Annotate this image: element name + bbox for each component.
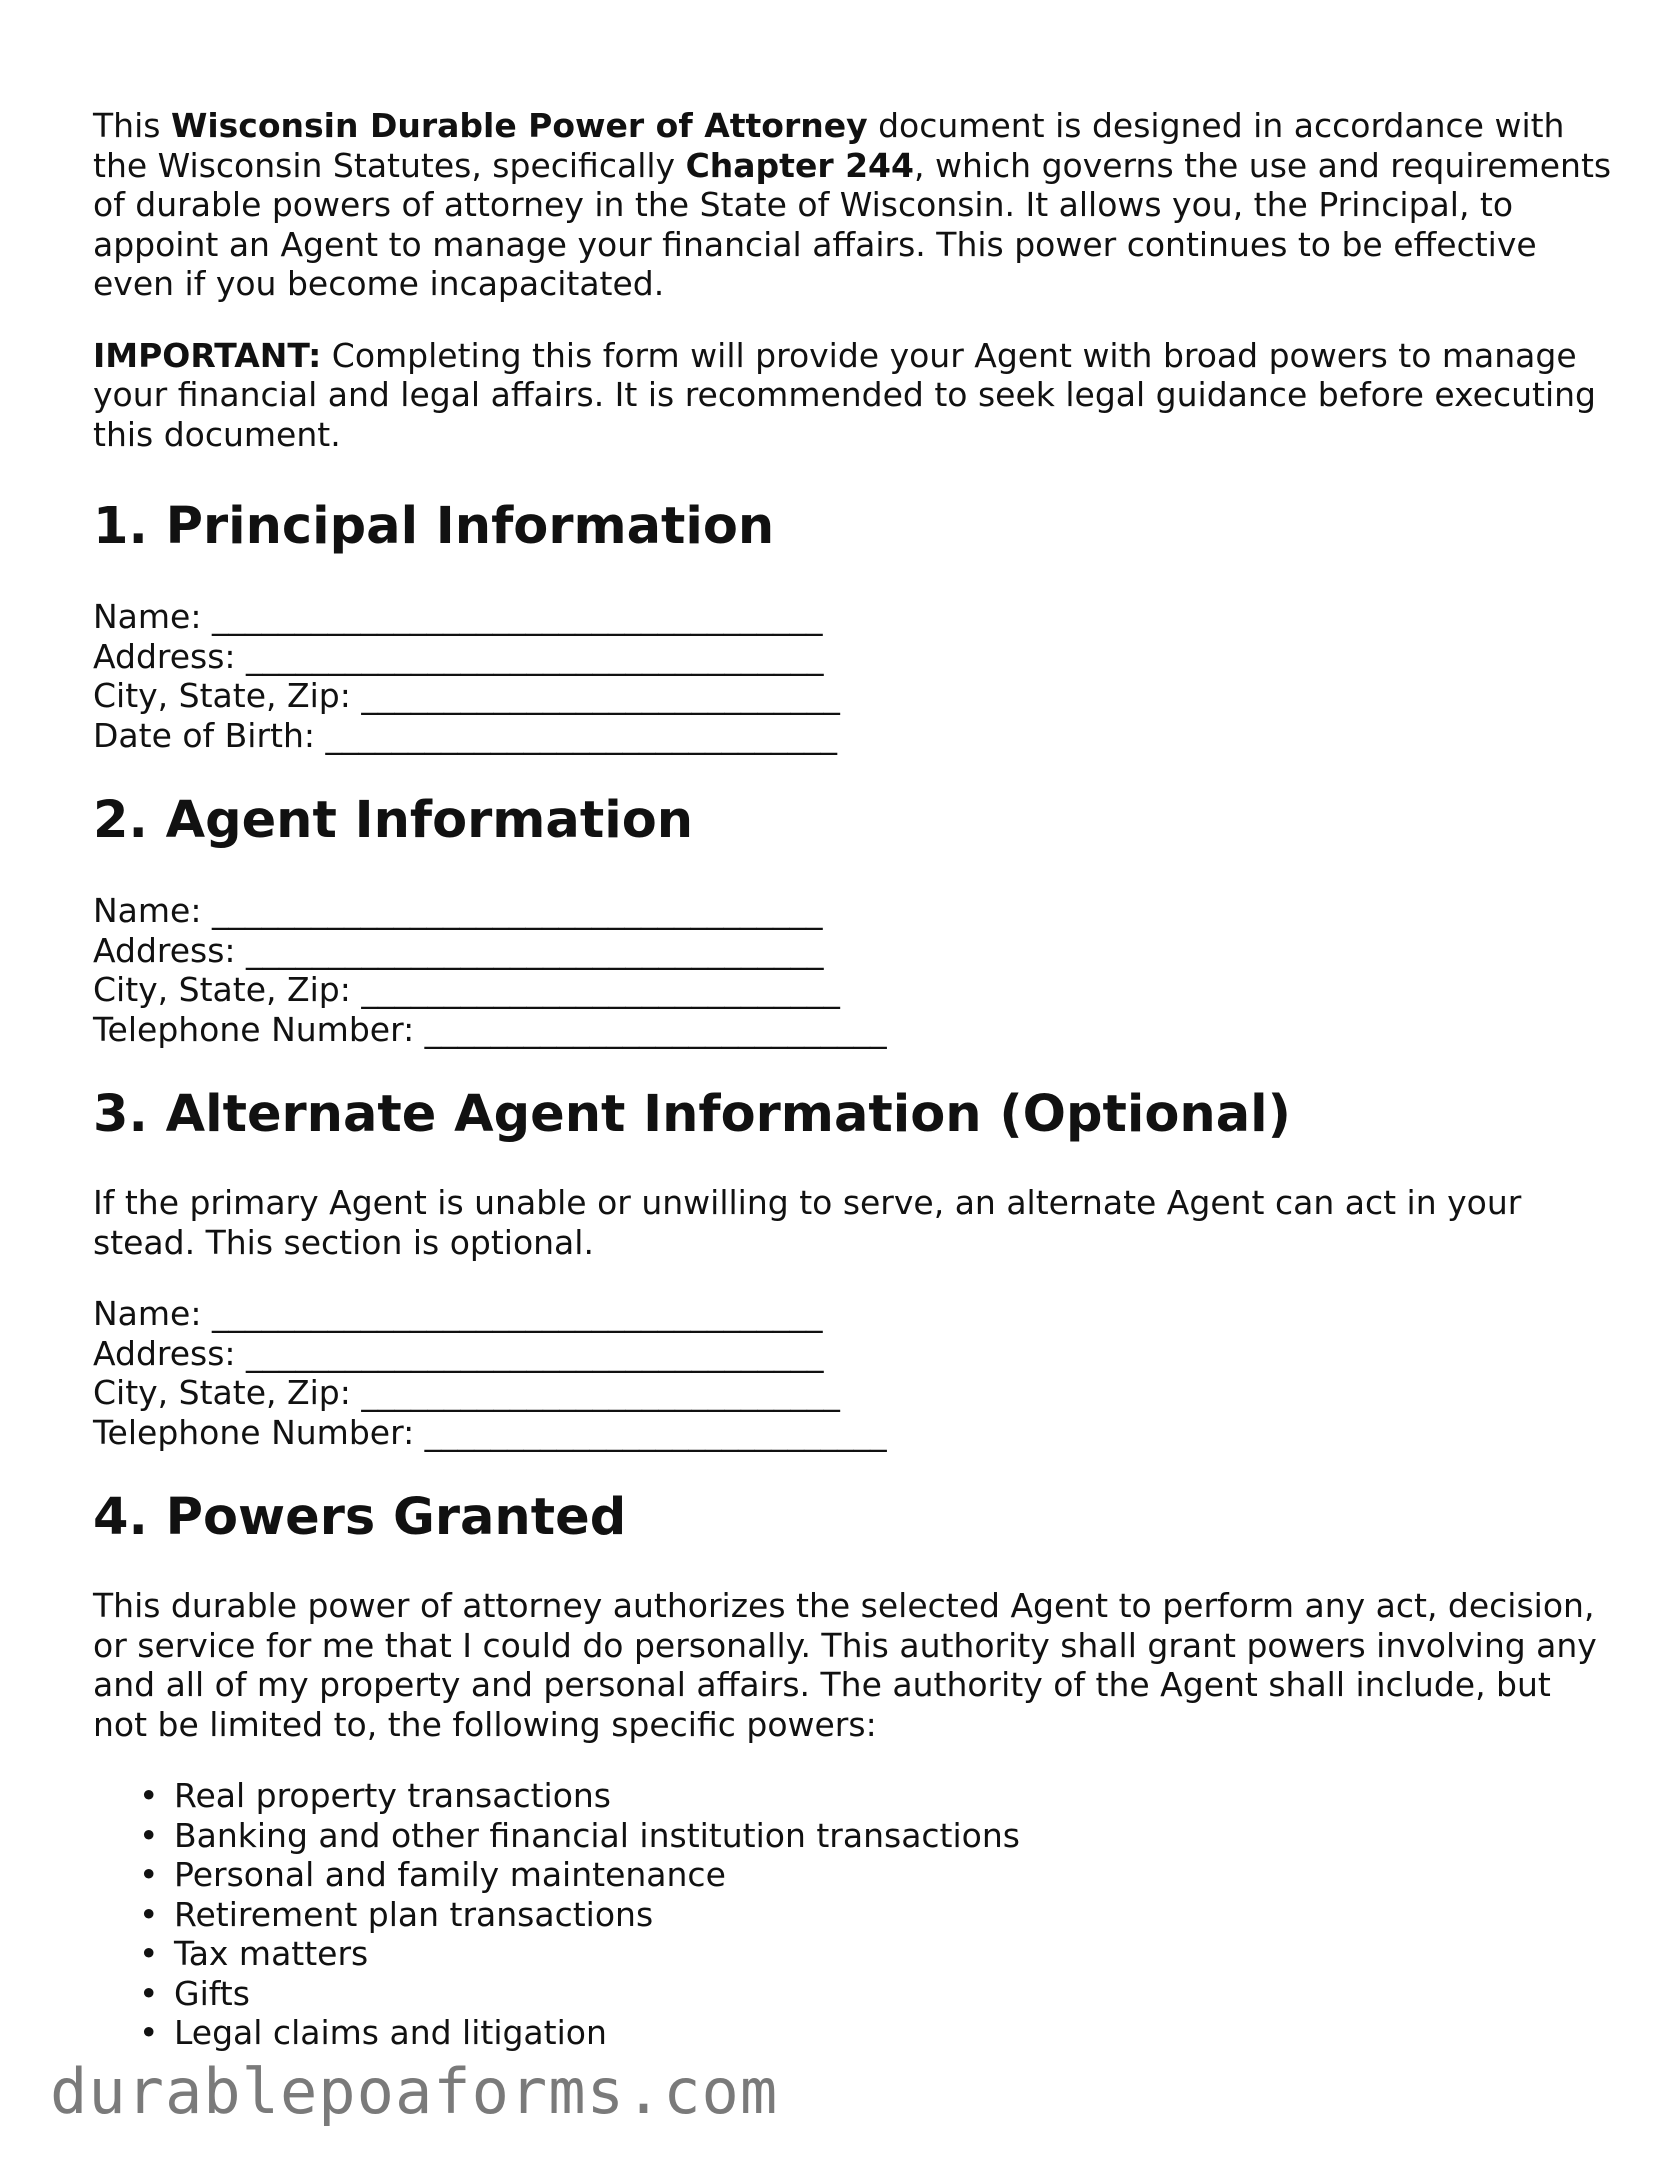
powers-description: This durable power of attorney authorizes the selected Agent to perform any act, decision, or service for me that I could do personally. This authority shall grant powers involving any and all of my property and personal affairs. The authority of the Agent shall include, but not be limited to, the following specific powers: bbox=[93, 1586, 1597, 1744]
agent-name-field[interactable]: Name: _____________________________________ bbox=[93, 891, 823, 930]
powers-list bbox=[93, 1776, 1613, 2053]
principal-address-field[interactable]: Address: ___________________________________ bbox=[93, 636, 824, 676]
intro-text: This bbox=[93, 106, 171, 145]
list-item: • Personal and family maintenance bbox=[93, 1855, 1613, 1895]
alternate-address-field[interactable]: Address: ___________________________________ bbox=[93, 1333, 824, 1373]
principal-section bbox=[93, 497, 1613, 755]
alternate-phone-field[interactable]: Telephone Number: ____________________________ bbox=[93, 1412, 887, 1452]
alternate-fields bbox=[93, 1294, 1613, 1452]
intro-text: , which governs the use and requirements of durable powers of attorney in the State of Wisconsin. It allows you, the Principal, to appoint an Agent to manage your financial affairs. This power continues to be effective even if you become incapacitated. bbox=[93, 145, 1612, 303]
intro bbox=[93, 106, 1613, 454]
alternate-city-field[interactable]: City, State, Zip: _____________________________ bbox=[93, 1373, 840, 1412]
principal-name-field[interactable]: Name: _____________________________________ bbox=[93, 597, 823, 636]
agent-address-field[interactable]: Address: ___________________________________ bbox=[93, 930, 824, 970]
list-item: • Tax matters bbox=[93, 1934, 1613, 1974]
important-label: IMPORTANT: bbox=[93, 335, 322, 375]
agent-section bbox=[93, 791, 1613, 1049]
agent-city-field[interactable]: City, State, Zip: _____________________________ bbox=[93, 970, 840, 1009]
principal-city-field[interactable]: City, State, Zip: _____________________________ bbox=[93, 676, 840, 715]
watermark: durablepoaforms.com bbox=[50, 2055, 779, 2128]
powers-heading: 4. Powers Granted bbox=[93, 1488, 627, 1547]
agent-phone-field[interactable]: Telephone Number: ____________________________ bbox=[93, 1009, 887, 1049]
alternate-description: If the primary Agent is unable or unwilling to serve, an alternate Agent can act in your stead. This section is optional. bbox=[93, 1183, 1522, 1262]
document-page bbox=[93, 106, 1613, 2053]
list-item: • Retirement plan transactions bbox=[93, 1895, 1613, 1935]
principal-fields bbox=[93, 597, 1613, 755]
principal-heading: 1. Principal Information bbox=[93, 497, 775, 556]
agent-fields bbox=[93, 891, 1613, 1049]
important-notice bbox=[93, 336, 1613, 455]
alternate-heading: 3. Alternate Agent Information (Optional) bbox=[93, 1085, 1291, 1144]
powers-section bbox=[93, 1488, 1613, 2053]
list-item: • Real property transactions bbox=[93, 1776, 1613, 1816]
principal-dob-field[interactable]: Date of Birth: _______________________________ bbox=[93, 715, 837, 755]
important-text: Completing this form will provide your Agent with broad powers to manage your financial and legal affairs. It is recommended to seek legal guidance before executing this document. bbox=[93, 335, 1596, 454]
alternate-section bbox=[93, 1085, 1613, 1452]
alternate-name-field[interactable]: Name: _____________________________________ bbox=[93, 1294, 823, 1333]
intro-paragraph bbox=[93, 106, 1613, 304]
list-item: • Banking and other financial institution transactions bbox=[93, 1816, 1613, 1856]
chapter-bold: Chapter 244 bbox=[685, 145, 914, 185]
document-title-bold: Wisconsin Durable Power of Attorney bbox=[170, 106, 868, 145]
list-item: • Gifts bbox=[93, 1974, 1613, 2014]
intro-text: document is designed in accordance with the Wisconsin Statutes, specifically bbox=[93, 106, 1565, 185]
list-item: • Legal claims and litigation bbox=[93, 2013, 1613, 2053]
agent-heading: 2. Agent Information bbox=[93, 791, 694, 850]
